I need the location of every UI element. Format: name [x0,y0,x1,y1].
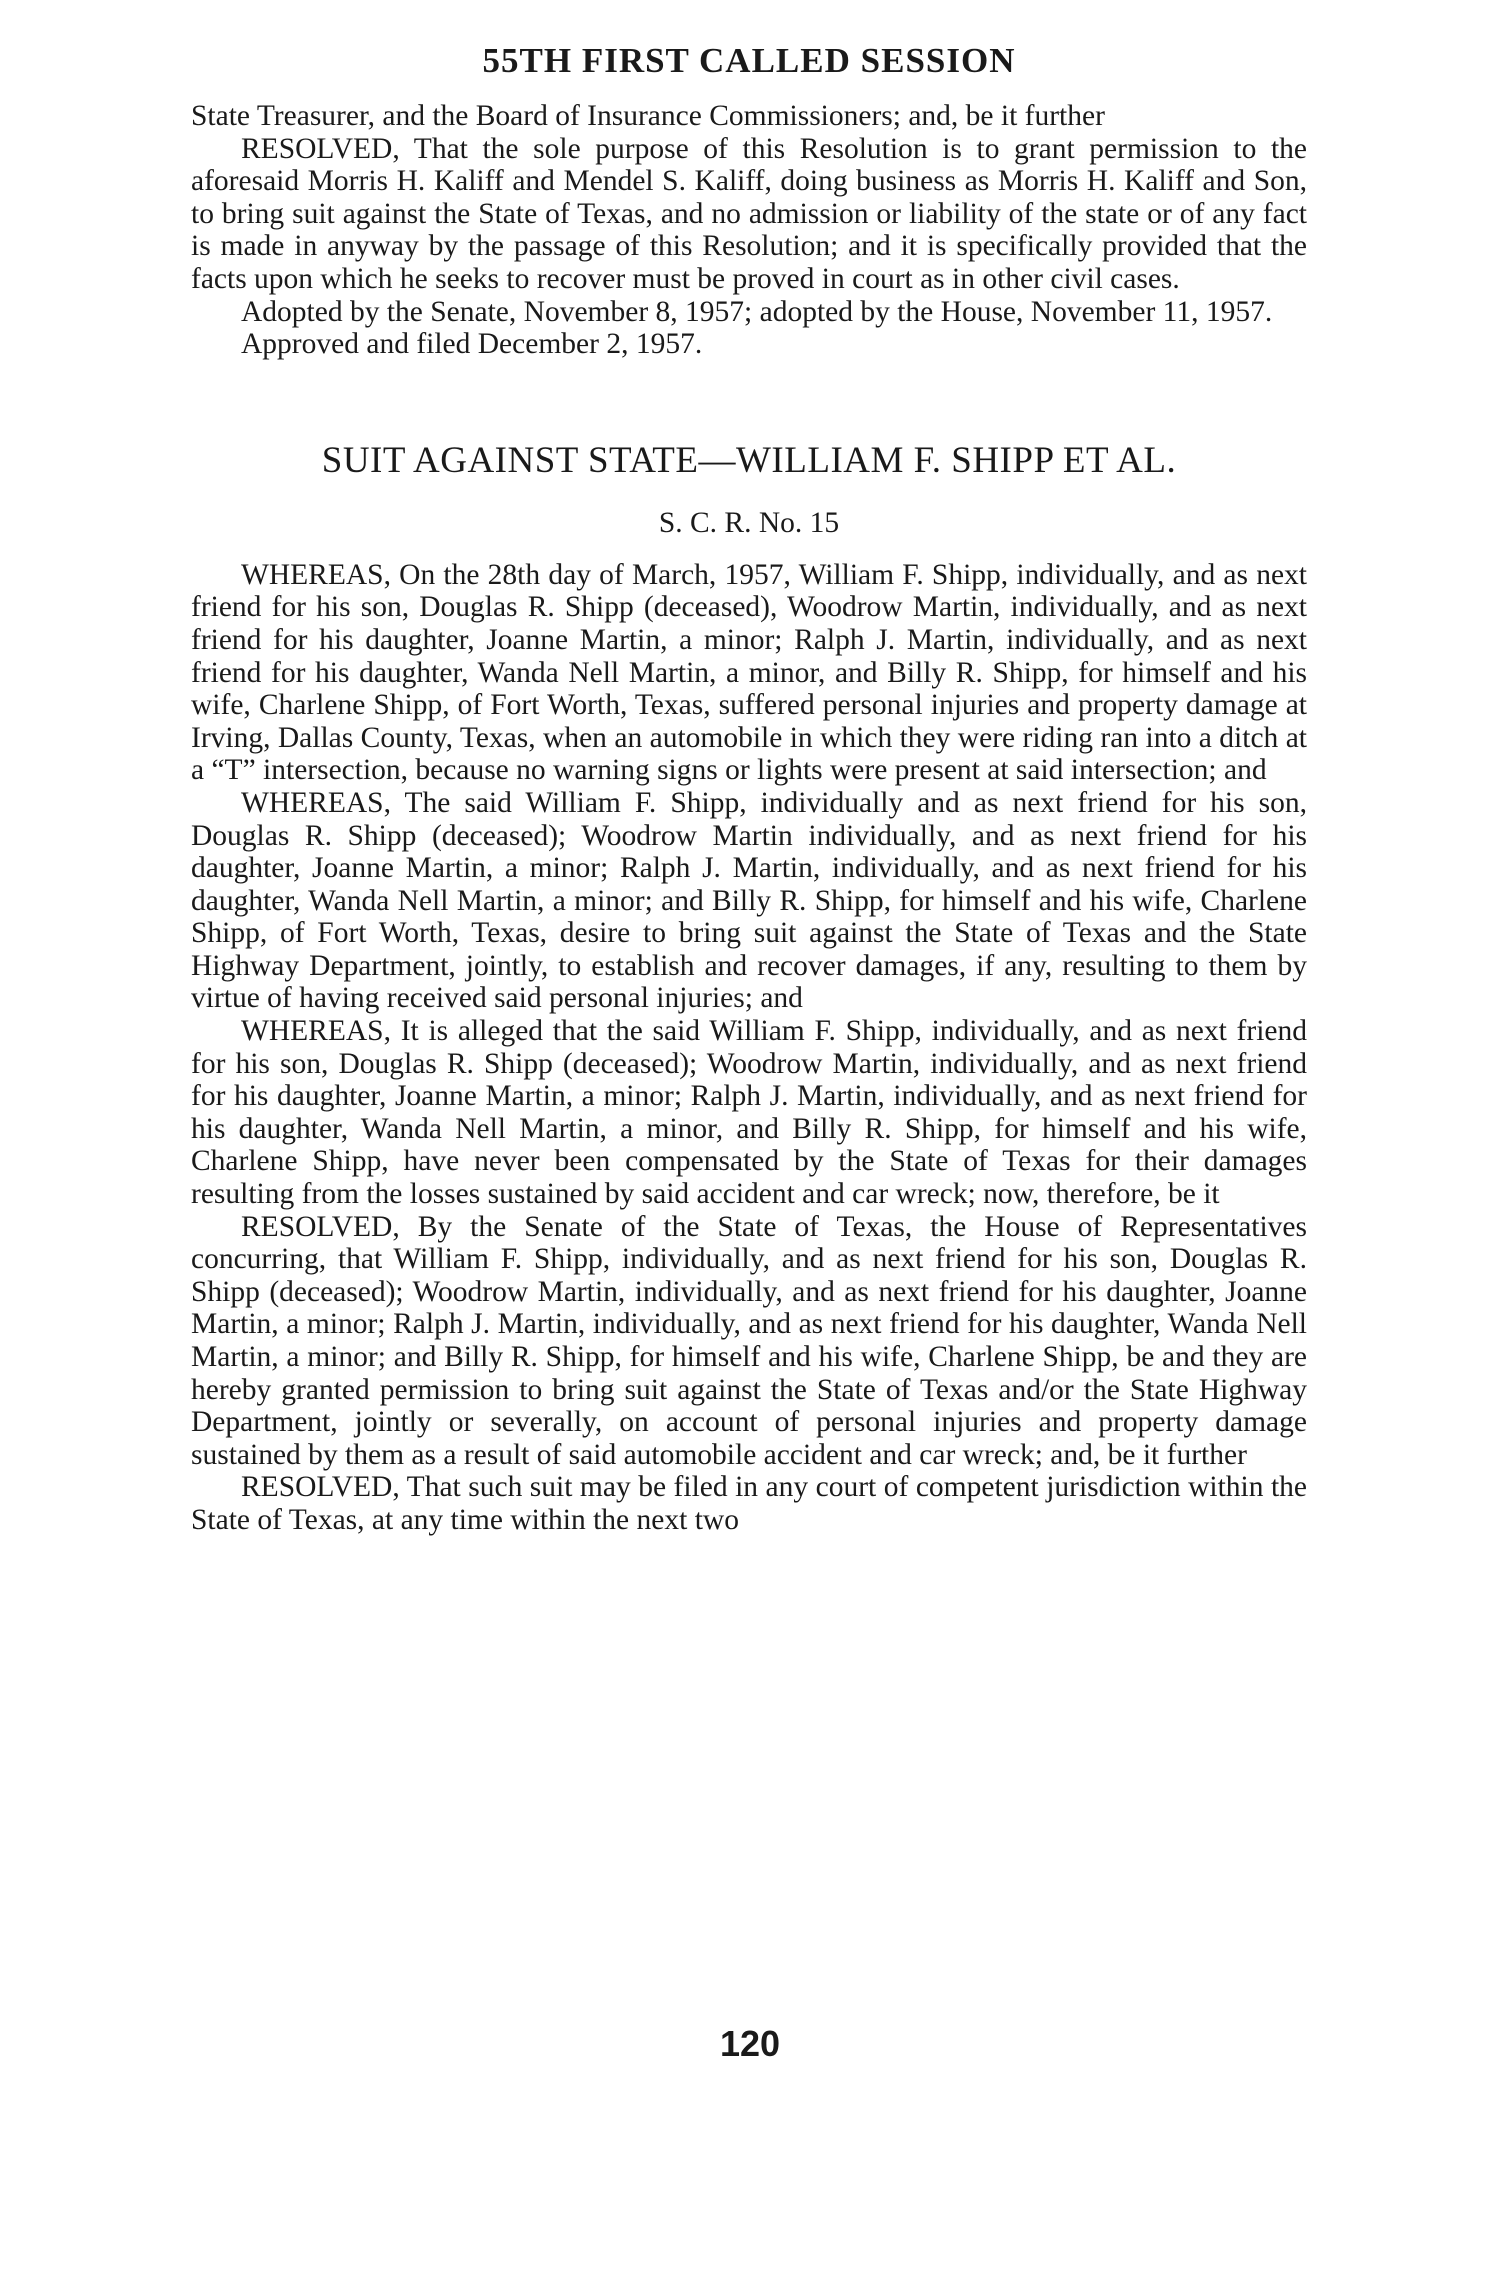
resolved-kaliff: RESOLVED, That the sole purpose of this Resolution is to grant permission to the aforesaid Morris H. Kaliff and Mendel S. Kaliff, doing business as Morris H. Kaliff and Son, to bring suit against the State of Texas, and no admission or liability of the state or of any fact is made in anyway by the passage of this Resolution; and it is specifically provided that the facts upon which he seeks to recover must be proved in court as in other civil cases. [191,132,1307,295]
whereas-paragraph-3: WHEREAS, It is alleged that the said William F. Shipp, individually, and as next friend for his son, Douglas R. Shipp (deceased); Woodrow Martin, individually, and as next friend for his daughter, Joanne Martin, a minor; Ralph J. Martin, individually, and as next friend for his daughter, Wanda Nell Martin, a minor, and Billy R. Shipp, for himself and his wife, Charlene Shipp, have never been compensated by the State of Texas for their damages resulting from the losses sustained by said accident and car wreck; now, therefore, be it [191,1015,1307,1211]
resolved-paragraph-2: RESOLVED, That such suit may be filed in any court of competent jurisdiction within the State of Texas, at any time within the next two [191,1471,1307,1536]
section-title: SUIT AGAINST STATE—WILLIAM F. SHIPP ET AL. [321,439,1177,481]
intro-continuation: State Treasurer, and the Board of Insurance Commissioners; and, be it further [191,100,1105,132]
whereas-paragraph-1: WHEREAS, On the 28th day of March, 1957, William F. Shipp, individually, and as next friend for his son, Douglas R. Shipp (deceased), Woodrow Martin, individually, and as next friend for his daughter, Joanne Martin, a minor; Ralph J. Martin, individually, and as next friend for his daughter, Wanda Nell Martin, a minor, and Billy R. Shipp, for himself and his wife, Charlene Shipp, of Fort Worth, Texas, suffered personal injuries and property damage at Irving, Dallas County, Texas, when an automobile in which they were riding ran into a ditch at a “T” intersection, because no warning signs or lights were present at said intersection; and [191,558,1307,787]
page-body [191,36,1307,1537]
approved-kaliff: Approved and filed December 2, 1957. [241,328,703,361]
whereas-paragraph-2: WHEREAS, The said William F. Shipp, individually and as next friend for his son, Douglas R. Shipp (deceased); Woodrow Martin individually, and as next friend for his daughter, Joanne Martin, a minor; Ralph J. Martin, individually, and as next friend for his daughter, Wanda Nell Martin, a minor; and Billy R. Shipp, for himself and his wife, Charlene Shipp, of Fort Worth, Texas, desire to bring suit against the State of Texas and the State Highway Department, jointly, to establish and recover damages, if any, resulting to them by virtue of having received said personal injuries; and [191,786,1307,1015]
bill-number: S. C. R. No. 15 [658,506,840,539]
page-number: 120 [719,2023,781,2064]
adopted-kaliff: Adopted by the Senate, November 8, 1957; adopted by the House, November 11, 1957. [241,295,1273,328]
resolved-paragraph-1: RESOLVED, By the Senate of the State of Texas, the House of Representatives concurring, that William F. Shipp, individually, and as next friend for his son, Douglas R. Shipp (deceased); Woodrow Martin, individually, and as next friend for his daughter, Joanne Martin, a minor; Ralph J. Martin, individually, and as next friend for his daughter, Wanda Nell Martin, a minor; and Billy R. Shipp, for himself and his wife, Charlene Shipp, be and they are hereby granted permission to bring suit against the State of Texas and/or the State Highway Department, jointly or severally, on account of personal injuries and property damage sustained by them as a result of said automobile accident and car wreck; and, be it further [191,1210,1307,1471]
running-head: 55TH FIRST CALLED SESSION [482,41,1016,80]
